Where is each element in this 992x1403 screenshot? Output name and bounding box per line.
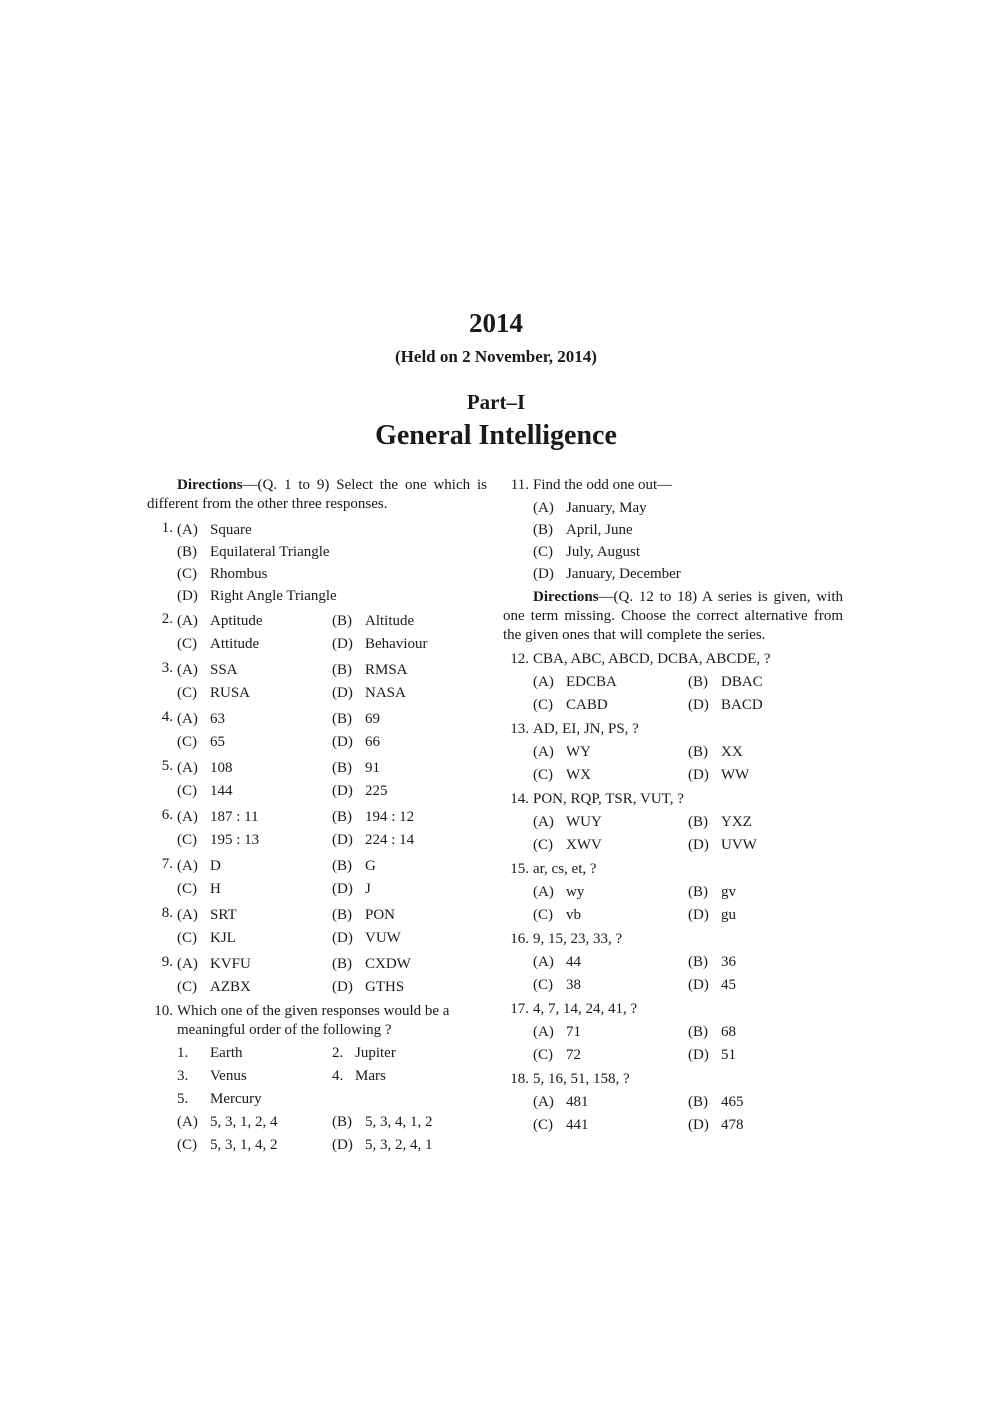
option-d: 5, 3, 2, 4, 1 — [365, 1137, 433, 1153]
directions-1: Directions—(Q. 1 to 9) Select the one which is different from the other three responses. — [147, 477, 487, 512]
question-17: 17. 4, 7, 14, 24, 41, ? (A) 71 (B) 68 (C) 72 (D) 51 — [503, 1000, 843, 1067]
option-b: Equilateral Triangle — [210, 543, 330, 560]
option-c: July, August — [566, 543, 641, 560]
question-2: 2. (A) Aptitude (B) Altitude (C) Attitude (D) Behaviour — [161, 611, 428, 652]
option-b: April, June — [566, 521, 633, 538]
option-a: SRT — [210, 907, 237, 923]
question-14: 14. PON, RQP, TSR, VUT, ? (A) WUY (B) YXZ (C) XWV (D) UVW — [503, 790, 843, 857]
option-d: 51 — [721, 1047, 736, 1063]
option-b: RMSA — [365, 662, 408, 678]
option-c: CABD — [566, 697, 608, 713]
held-date: (Held on 2 November, 2014) — [395, 347, 597, 366]
question-text: AD, EI, JN, PS, ? — [533, 721, 639, 737]
option-d: January, December — [566, 565, 681, 582]
option-b: 91 — [365, 760, 380, 776]
option-a: 481 — [566, 1094, 589, 1110]
option-d: UVW — [721, 837, 757, 853]
option-a: KVFU — [210, 956, 251, 972]
option-d: Behaviour — [365, 636, 428, 652]
option-d: gu — [721, 907, 736, 923]
question-15: 15. ar, cs, et, ? (A) wy (B) gv (C) vb (D) gu — [503, 860, 843, 927]
question-text: Which one of the given responses would be a meaningful order of the following ? — [177, 1003, 450, 1038]
option-d: J — [365, 881, 371, 897]
option-c: H — [210, 881, 221, 897]
option-d: 478 — [721, 1117, 744, 1133]
option-d: 225 — [365, 783, 388, 799]
option-a: D — [210, 858, 221, 874]
part-title: Part–I — [466, 390, 526, 414]
option-c: KJL — [210, 930, 236, 946]
option-c: RUSA — [210, 685, 251, 701]
option-c: 144 — [210, 783, 233, 799]
option-c: Rhombus — [210, 565, 268, 582]
option-c: 195 : 13 — [210, 832, 260, 848]
question-11: 11. Find the odd one out— (A) January, May (B) April, June (C) July, August (D) January, December — [503, 476, 843, 585]
option-c: 72 — [566, 1047, 581, 1063]
question-text: CBA, ABC, ABCD, DCBA, ABCDE, ? — [533, 651, 771, 667]
question-8: 8. (A) SRT (B) PON (C) KJL (D) VUW — [161, 905, 401, 946]
option-c: WX — [566, 767, 591, 783]
option-c: XWV — [566, 837, 602, 853]
directions-2: Directions—(Q. 12 to 18) A series is given, with one term missing. Choose the correct alternative from the given ones that will complete the series. — [503, 589, 843, 643]
option-d: BACD — [721, 697, 763, 713]
option-c: vb — [566, 907, 581, 923]
list-item: Mars — [355, 1068, 386, 1084]
option-d: VUW — [365, 930, 401, 946]
option-a: EDCBA — [566, 674, 617, 690]
page-year: 2014 — [469, 308, 523, 338]
list-item: Mercury — [210, 1091, 262, 1107]
option-b: 36 — [721, 954, 736, 970]
question-18: 18. 5, 16, 51, 158, ? (A) 481 (B) 465 (C) 441 (D) 478 — [503, 1070, 843, 1137]
question-text: 4, 7, 14, 24, 41, ? — [533, 1001, 638, 1017]
subject-title: General Intelligence — [375, 420, 617, 451]
option-a: WY — [566, 744, 591, 760]
list-item: Earth — [210, 1045, 243, 1061]
option-c: Attitude — [210, 636, 260, 652]
option-b: XX — [721, 744, 743, 760]
question-10: 10. Which one of the given responses would be a meaningful order of the following ? 1. Earth 2. Jupiter 3. Venus 4. Mars 5. Mercury (A) 5, 3, 1, 2, 4 (B) 5, 3, 4, 1, 2 (C) 5, 3, 1, 4, 2 (D) 5, 3, 2, 4, 1 — [147, 1002, 487, 1157]
option-a: WUY — [566, 814, 602, 830]
option-b: PON — [365, 907, 396, 923]
question-12: 12. CBA, ABC, ABCD, DCBA, ABCDE, ? (A) EDCBA (B) DBAC (C) CABD (D) BACD — [503, 650, 843, 717]
option-b: 194 : 12 — [365, 809, 415, 825]
option-a: 108 — [210, 760, 233, 776]
option-a: SSA — [210, 662, 238, 678]
option-b: Altitude — [365, 613, 415, 629]
list-item: Jupiter — [355, 1045, 396, 1061]
question-text: 9, 15, 23, 33, ? — [533, 931, 623, 947]
list-item: Venus — [210, 1068, 247, 1084]
option-a: Aptitude — [210, 613, 263, 629]
question-text: 5, 16, 51, 158, ? — [533, 1071, 630, 1087]
option-b: 69 — [365, 711, 380, 727]
question-3: 3. (A) SSA (B) RMSA (C) RUSA (D) NASA — [161, 660, 408, 701]
option-c: 5, 3, 1, 4, 2 — [210, 1137, 278, 1153]
question-5: 5. (A) 108 (B) 91 (C) 144 (D) 225 — [161, 758, 388, 799]
option-b: G — [365, 858, 376, 874]
option-b: 465 — [721, 1094, 744, 1110]
left-column — [147, 476, 487, 1160]
option-a: 5, 3, 1, 2, 4 — [210, 1114, 278, 1130]
option-a: 187 : 11 — [210, 809, 259, 825]
option-b: YXZ — [721, 814, 752, 830]
option-a: 71 — [566, 1024, 581, 1040]
question-9: 9. (A) KVFU (B) CXDW (C) AZBX (D) GTHS — [161, 954, 411, 995]
option-a: 44 — [566, 954, 581, 970]
option-b: DBAC — [721, 674, 763, 690]
option-d: 66 — [365, 734, 380, 750]
option-c: AZBX — [210, 979, 251, 995]
option-b: 5, 3, 4, 1, 2 — [365, 1114, 433, 1130]
question-16: 16. 9, 15, 23, 33, ? (A) 44 (B) 36 (C) 38 (D) 45 — [503, 930, 843, 997]
option-a: January, May — [566, 499, 647, 516]
question-13: 13. AD, EI, JN, PS, ? (A) WY (B) XX (C) WX (D) WW — [503, 720, 843, 787]
option-b: gv — [721, 884, 736, 900]
option-d: NASA — [365, 685, 406, 701]
question-text: Find the odd one out— — [533, 477, 673, 493]
question-text: ar, cs, et, ? — [533, 861, 597, 877]
option-d: 224 : 14 — [365, 832, 415, 848]
question-7: 7. (A) D (B) G (C) H (D) J — [161, 856, 376, 897]
option-c: 38 — [566, 977, 581, 993]
option-c: 65 — [210, 734, 225, 750]
question-text: PON, RQP, TSR, VUT, ? — [533, 791, 684, 807]
option-c: 441 — [566, 1117, 589, 1133]
option-b: CXDW — [365, 956, 411, 972]
option-b: 68 — [721, 1024, 736, 1040]
option-d: GTHS — [365, 979, 405, 995]
question-6: 6. (A) 187 : 11 (B) 194 : 12 (C) 195 : 13 (D) 224 : 14 — [161, 807, 415, 848]
question-number: 1. — [161, 520, 173, 536]
right-column — [503, 476, 843, 1140]
question-4: 4. (A) 63 (B) 69 (C) 65 (D) 66 — [161, 709, 380, 750]
option-d: WW — [721, 767, 750, 783]
option-a: wy — [566, 884, 585, 900]
question-1: 1. (A) Square (B) Equilateral Triangle (C) Rhombus (D) Right Angle Triangle — [147, 519, 487, 607]
option-d: 45 — [721, 977, 736, 993]
option-a: Square — [210, 521, 252, 538]
option-a: 63 — [210, 711, 225, 727]
option-d: Right Angle Triangle — [210, 587, 337, 604]
